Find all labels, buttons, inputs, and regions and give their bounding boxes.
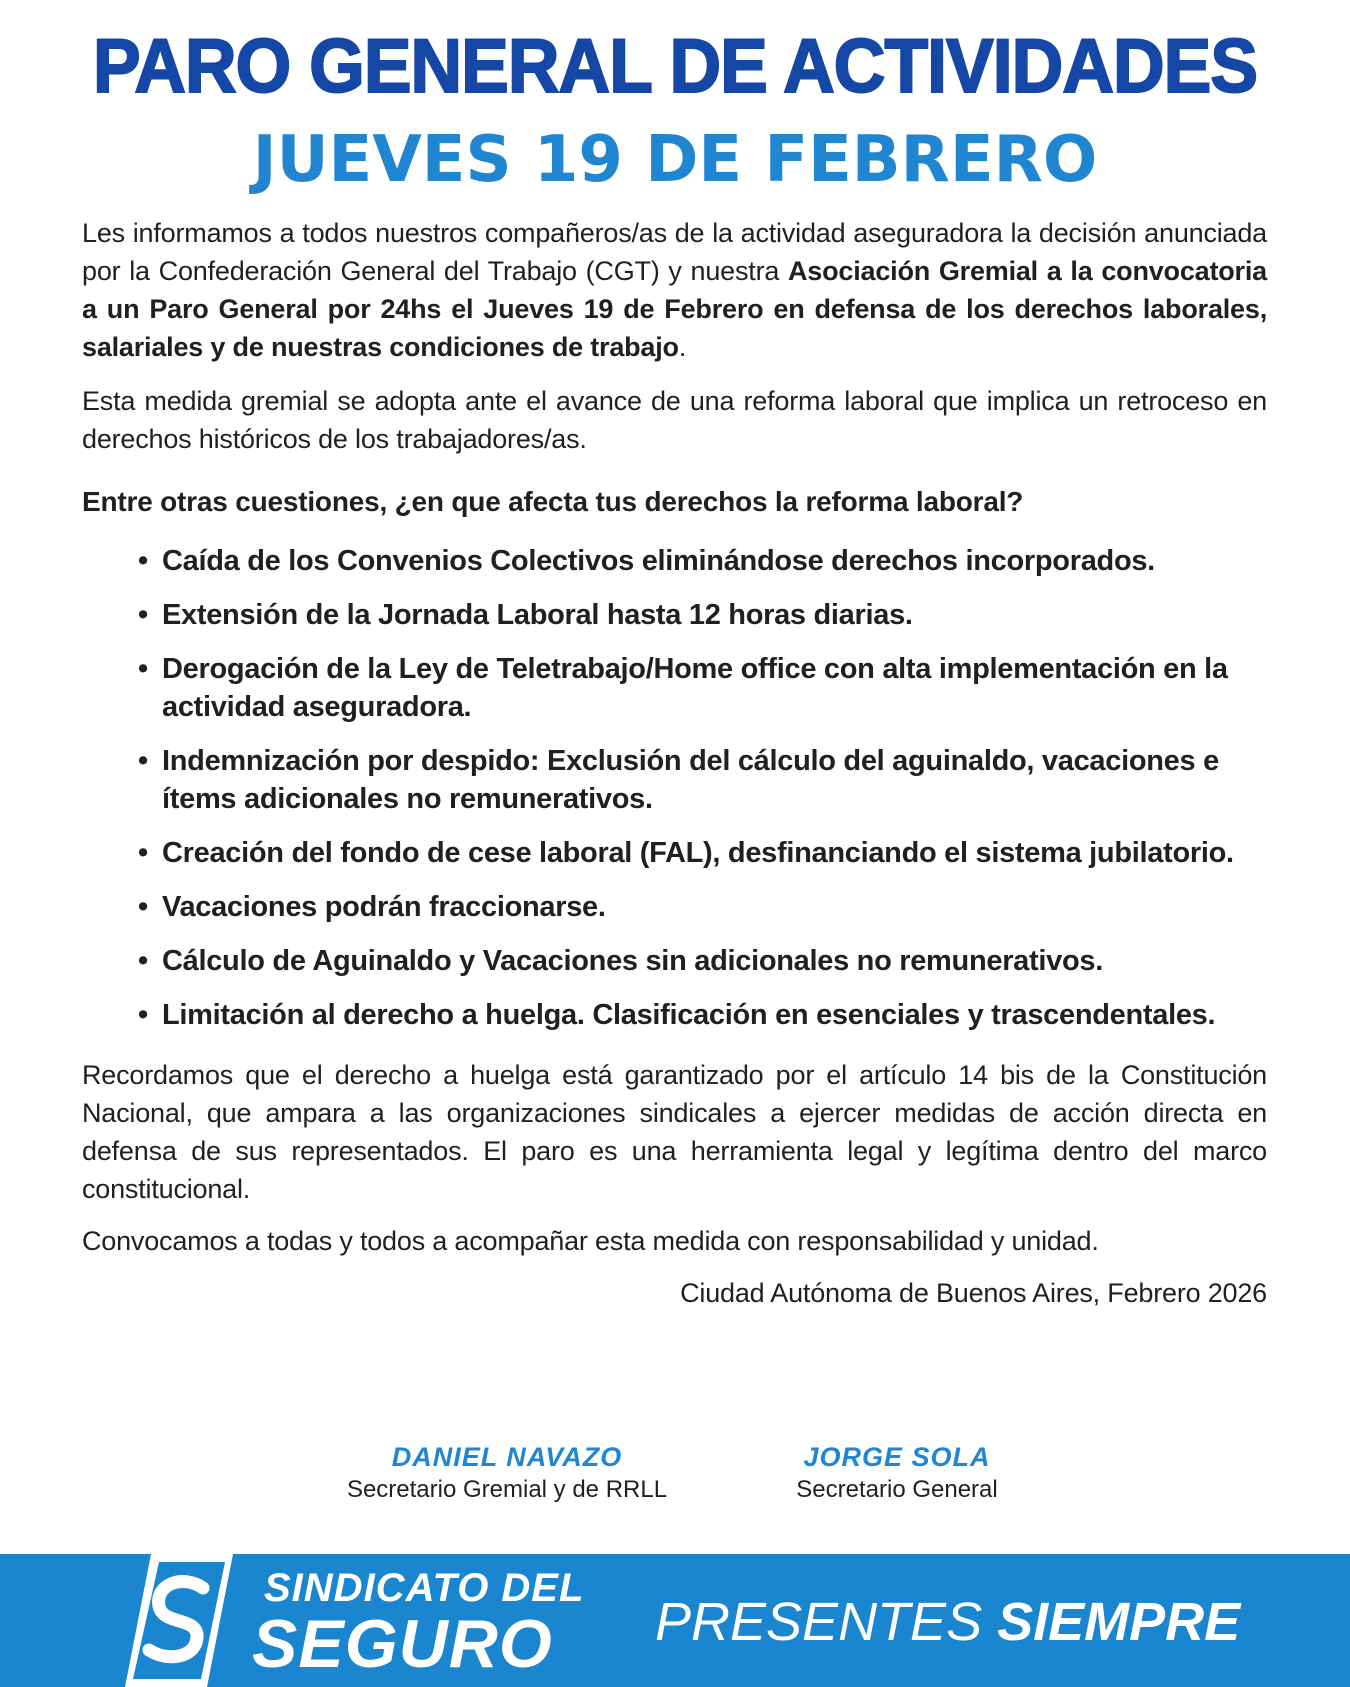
flyer-body [82,214,1267,1312]
intro-paragraph [82,214,1267,366]
list-item [138,996,1267,1034]
place-date: Ciudad Autónoma de Buenos Aires, Febrero 2026 [680,1278,1267,1308]
list-item [138,942,1267,980]
bullet-dot: • [138,545,148,577]
bullet-dot: • [138,891,148,923]
context-paragraph: Esta medida gremial se adopta ante el avance de una reforma laboral que implica un retroceso en derechos históricos de los trabajadores/as. [82,386,1267,454]
signer-name: JORGE SOLA [803,1442,991,1472]
union-logo-icon [125,1554,233,1687]
footer-banner [0,1554,1350,1687]
bullet-dot: • [138,999,148,1031]
list-item [138,650,1267,726]
list-item-text: Caída de los Convenios Colectivos eliminándose derechos incorporados. [162,545,1155,577]
list-item-text: Extensión de la Jornada Laboral hasta 12 horas diarias. [162,599,913,631]
list-item-text: Indemnización por despido: Exclusión del cálculo del aguinaldo, vacaciones e ítems adicionales no remunerativos. [162,745,1219,815]
call-to-action: Convocamos a todas y todos a acompañar esta medida con responsabilidad y unidad. [82,1226,1099,1256]
question-heading: Entre otras cuestiones, ¿en que afecta tus derechos la reforma laboral? [82,486,1024,517]
reform-impacts-list [82,542,1267,1034]
list-item [138,888,1267,926]
bullet-dot: • [138,653,148,685]
list-item [138,742,1267,818]
slogan [655,1590,1240,1654]
brand-name-line1: SINDICATO DEL [264,1566,585,1610]
page-subtitle-date: JUEVES 19 DE FEBRERO [252,123,1098,197]
slogan-part2: SIEMPRE [997,1592,1241,1652]
signature-block [337,1440,677,1506]
bullet-dot: • [138,745,148,777]
bullet-dot: • [138,945,148,977]
intro-text-bold: Asociación Gremial a la convocatoria a un Paro General por 24hs el [82,256,1267,324]
bullet-dot: • [138,837,148,869]
slogan-part1: PRESENTES [655,1592,998,1652]
intro-text-bold-end: en defensa de los derechos laborales, salariales y de nuestras condiciones de trabajo [82,294,1267,362]
list-item-text: Vacaciones podrán fraccionarse. [162,891,606,923]
list-item-text: Limitación al derecho a huelga. Clasificación en esenciales y trascendentales. [162,999,1216,1031]
intro-text-plain: Les informamos a todos nuestros compañeros/as de la actividad aseguradora la decisión anunciada por la Confederación General del Trabajo (CGT) y nuestra [82,218,1267,286]
signature-block [727,1440,1067,1506]
signer-name: DANIEL NAVAZO [391,1442,623,1472]
list-item [138,542,1267,580]
list-item-text: Cálculo de Aguinaldo y Vacaciones sin adicionales no remunerativos. [162,945,1103,977]
page-title: PARO GENERAL DE ACTIVIDADES [92,24,1258,109]
intro-date-bold: Jueves 19 de Febrero [483,294,764,324]
signer-role: Secretario Gremial y de RRLL [346,1476,668,1503]
bullet-dot: • [138,599,148,631]
signer-role: Secretario General [796,1476,998,1503]
brand-name-line2: SEGURO [252,1606,553,1682]
constitution-paragraph: Recordamos que el derecho a huelga está garantizado por el artículo 14 bis de la Constitución Nacional, que ampara a las organizaciones sindicales a ejercer medidas de acción directa en defensa de sus representados. El paro es una herramienta legal y legítima dentro del marco constitucional. [82,1060,1267,1204]
list-item [138,834,1267,872]
list-item [138,596,1267,634]
intro-period: . [678,332,687,362]
list-item-text: Derogación de la Ley de Teletrabajo/Home office con alta implementación en la actividad aseguradora. [162,653,1228,723]
list-item-text: Creación del fondo de cese laboral (FAL), desfinanciando el sistema jubilatorio. [162,837,1234,869]
